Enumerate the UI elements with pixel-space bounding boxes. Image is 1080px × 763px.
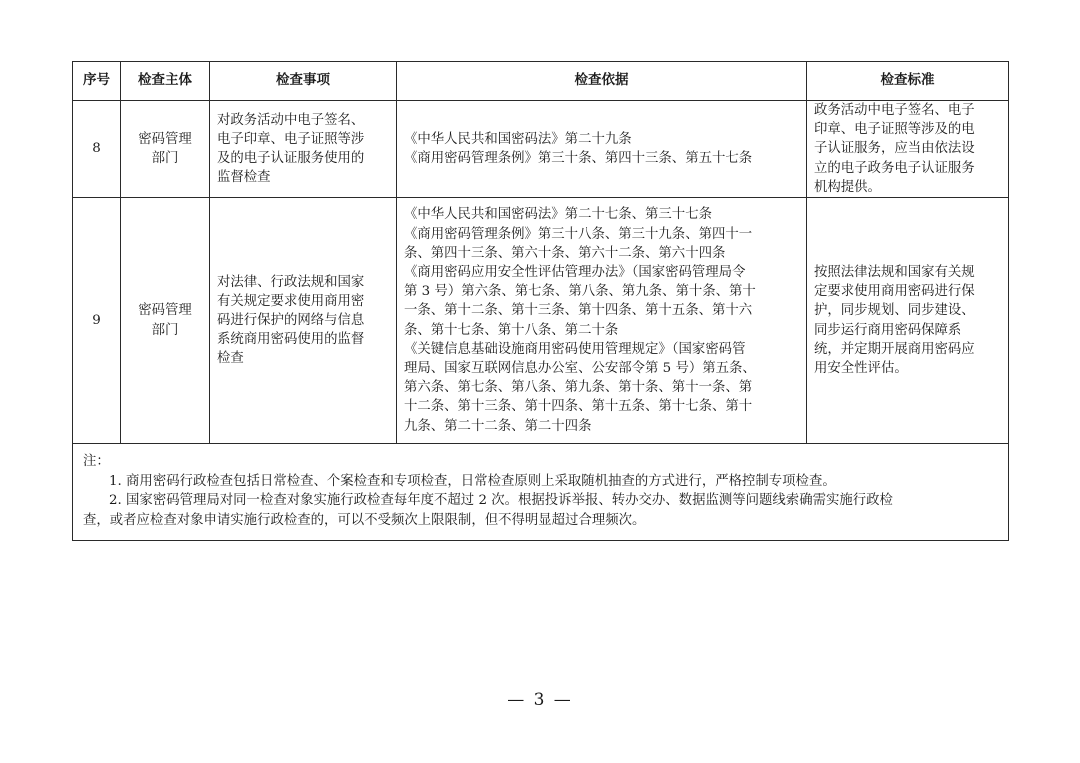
cell-line: 对法律、行政法规和国家 (217, 274, 365, 290)
cell-line: 及的电子认证服务使用的 (217, 151, 365, 166)
cell-line: 一条、第十二条、第十三条、第十四条、第十五条、第十六 (404, 303, 753, 319)
table-header-row (73, 62, 1009, 101)
note-item-2: 2. 国家密码管理局对同一检查对象实施行政检查每年度不超过 2 次。根据投诉举报、转办交办、数据监测等问题线索确需实施行政检 (109, 493, 893, 509)
regulation-table-page (72, 61, 1008, 541)
cell-line: 电子印章、电子证照等涉 (217, 131, 365, 147)
row-inspection-subject (121, 101, 210, 198)
row-inspection-subject (121, 198, 210, 444)
cell-line: 条、第十七条、第十八条、第二十条 (404, 322, 619, 338)
cell-line: 《商用密码管理条例》第三十条、第四十三条、第五十七条 (404, 151, 753, 166)
cell-line: 印章、电子证照等涉及的电 (814, 122, 975, 138)
page-number: — 3 — (507, 690, 573, 710)
cell-line: 《中华人民共和国密码法》第二十九条 (404, 131, 632, 147)
cell-line: 条、第四十三条、第六十条、第六十二条、第六十四条 (404, 245, 726, 261)
cell-line: 第六条、第七条、第八条、第九条、第十条、第十一条、第 (404, 380, 753, 396)
cell-line: 同步运行商用密码保障系 (814, 322, 962, 338)
cell-line: 监督检查 (217, 170, 271, 186)
cell-line: 部门 (151, 322, 179, 338)
cell-line: 第 3 号）第六条、第七条、第八条、第九条、第十条、第十 (404, 284, 756, 300)
row-inspection-standard (807, 198, 1009, 444)
row-inspection-item (210, 198, 397, 444)
notes-cell (73, 444, 1009, 541)
cell-line: 定要求使用商用密码进行保 (814, 284, 975, 300)
cell-line: 有关规定要求使用商用密 (217, 293, 365, 309)
cell-line: 立的电子政务电子认证服务 (814, 160, 975, 176)
cell-line: 检查 (217, 351, 244, 367)
cell-line: 《中华人民共和国密码法》第二十七条、第三十七条 (404, 207, 712, 223)
table-row (73, 101, 1009, 198)
cell-line: 《关键信息基础设施商用密码使用管理规定》（国家密码管 (404, 341, 746, 357)
cell-line: 统，并定期开展商用密码应 (814, 341, 975, 357)
cell-line: 密码管理 (138, 131, 192, 147)
row-inspection-basis (397, 101, 807, 198)
header-inspection-basis: 检查依据 (397, 62, 807, 101)
row-serial-number: 9 (73, 198, 121, 444)
notes-row (73, 444, 1009, 541)
header-inspection-item: 检查事项 (210, 62, 397, 101)
cell-line: 《商用密码应用安全性评估管理办法》（国家密码管理局令 (404, 264, 746, 280)
cell-line: 用安全性评估。 (814, 360, 908, 376)
cell-line: 码进行保护的网络与信息 (217, 312, 365, 328)
cell-line: 护，同步规划、同步建设、 (814, 303, 975, 319)
header-serial-number: 序号 (73, 62, 121, 101)
cell-line: 子认证服务，应当由依法设 (814, 141, 975, 157)
table-row (73, 198, 1009, 444)
cell-line: 系统商用密码使用的监督 (217, 332, 365, 348)
note-item-1: 1. 商用密码行政检查包括日常检查、个案检查和专项检查，日常检查原则上采取随机抽查的方式进行，严格控制专项检查。 (109, 473, 836, 489)
header-inspection-standard: 检查标准 (807, 62, 1009, 101)
cell-line: 密码管理 (138, 303, 192, 319)
row-serial-number: 8 (73, 101, 121, 198)
header-inspection-subject: 检查主体 (121, 62, 210, 101)
cell-line: 理局、国家互联网信息办公室、公安部令第 5 号）第五条、 (404, 360, 756, 376)
cell-line: 政务活动中电子签名、电子 (814, 103, 975, 118)
cell-line: 十二条、第十三条、第十四条、第十五条、第十七条、第十 (404, 399, 753, 415)
cell-line: 对政务活动中电子签名、 (217, 112, 365, 128)
note-item-2-continuation: 查，或者应检查对象申请实施行政检查的，可以不受频次上限限制，但不得明显超过合理频次。 (83, 512, 646, 528)
cell-line: 《商用密码管理条例》第三十八条、第三十九条、第四十一 (404, 226, 753, 242)
row-inspection-basis (397, 198, 807, 444)
row-inspection-item (210, 101, 397, 198)
cell-line: 按照法律法规和国家有关规 (814, 264, 975, 280)
cell-line: 九条、第二十二条、第二十四条 (404, 418, 592, 434)
inspection-table (72, 61, 1009, 541)
row-inspection-standard (807, 101, 1009, 198)
notes-title: 注： (83, 454, 110, 470)
cell-line: 部门 (151, 151, 179, 166)
cell-line: 机构提供。 (814, 179, 881, 195)
